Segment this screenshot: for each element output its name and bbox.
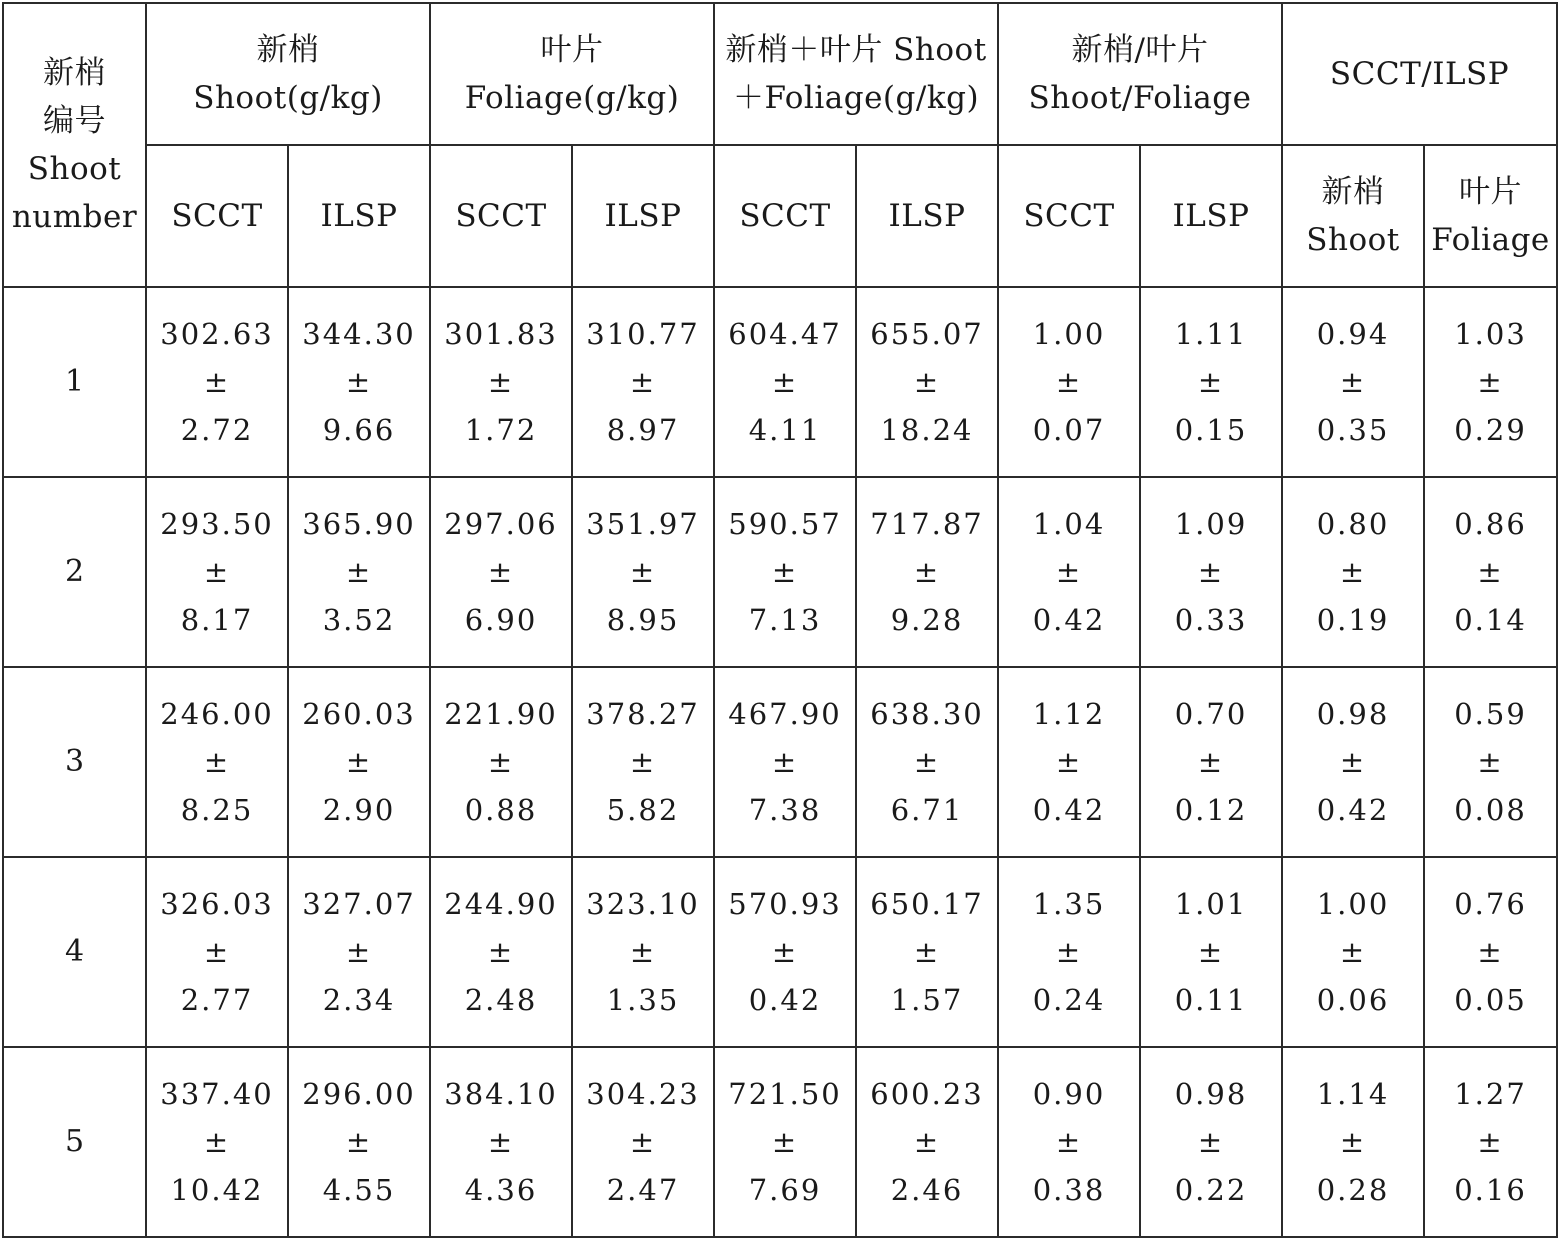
mean-value: 1.35 — [1032, 887, 1106, 921]
subcolumn-header-text: ILSP — [888, 198, 966, 234]
error-value: 8.95 — [606, 603, 680, 637]
value-cell — [430, 477, 572, 667]
error-value: 8.97 — [606, 413, 680, 447]
mean-value: 0.86 — [1454, 507, 1527, 541]
mean-value: 1.00 — [1316, 887, 1390, 921]
value-cell — [714, 667, 856, 857]
subcolumn-header — [714, 145, 856, 287]
mean-value: 384.10 — [444, 1077, 558, 1111]
plus-minus-sign: ± — [913, 745, 941, 779]
plus-minus-sign: ± — [1339, 1125, 1367, 1159]
plus-minus-sign: ± — [913, 555, 941, 589]
value-cell — [1282, 477, 1424, 667]
group-header-text: 新梢＋叶片 Shoot — [725, 32, 987, 68]
plus-minus-sign: ± — [487, 1125, 515, 1159]
plus-minus-sign: ± — [487, 935, 515, 969]
plus-minus-sign: ± — [345, 935, 373, 969]
plus-minus-sign: ± — [345, 1125, 373, 1159]
plus-minus-sign: ± — [629, 555, 657, 589]
plus-minus-sign: ± — [771, 365, 799, 399]
plus-minus-sign: ± — [629, 1125, 657, 1159]
plus-minus-sign: ± — [1197, 1125, 1225, 1159]
mean-value: 344.30 — [302, 317, 416, 351]
group-header-text: Shoot/Foliage — [1028, 80, 1252, 116]
value-cell — [572, 477, 714, 667]
subcolumn-header — [856, 145, 998, 287]
group-header-scct-ilsp — [1282, 3, 1557, 145]
mean-value: 570.93 — [728, 887, 842, 921]
error-value: 0.16 — [1454, 1173, 1527, 1207]
plus-minus-sign: ± — [771, 745, 799, 779]
subcolumn-header — [1282, 145, 1424, 287]
shoot-number-cell: 2 — [3, 477, 146, 667]
mean-value: 1.12 — [1032, 697, 1106, 731]
group-header-text: Shoot(g/kg) — [193, 80, 383, 116]
row-label-text: number — [11, 199, 138, 235]
mean-value: 337.40 — [160, 1077, 274, 1111]
plus-minus-sign: ± — [1197, 365, 1225, 399]
plus-minus-sign: ± — [203, 555, 231, 589]
row-label-text: 新梢 — [43, 55, 106, 91]
subcolumn-header-text: SCCT — [455, 198, 547, 234]
error-value: 0.22 — [1174, 1173, 1248, 1207]
mean-value: 221.90 — [444, 697, 558, 731]
value-cell — [572, 857, 714, 1047]
table-row — [3, 1047, 1557, 1237]
error-value: 9.28 — [890, 603, 964, 637]
shoot-number-cell: 1 — [3, 287, 146, 477]
mean-value: 0.98 — [1316, 697, 1390, 731]
error-value: 4.36 — [464, 1173, 538, 1207]
subcolumn-header — [1424, 145, 1557, 287]
value-cell — [288, 1047, 430, 1237]
value-cell — [1140, 477, 1282, 667]
header-row-subcolumns — [3, 145, 1557, 287]
value-cell — [146, 1047, 288, 1237]
group-header-text: 新梢/叶片 — [1071, 32, 1209, 68]
plus-minus-sign: ± — [629, 935, 657, 969]
value-cell — [1424, 287, 1557, 477]
subcolumn-header-text: ILSP — [604, 198, 682, 234]
row-label-header — [3, 3, 146, 287]
error-value: 0.28 — [1316, 1173, 1390, 1207]
subcolumn-header — [430, 145, 572, 287]
shoot-number-cell: 4 — [3, 857, 146, 1047]
plus-minus-sign: ± — [345, 555, 373, 589]
plus-minus-sign: ± — [487, 365, 515, 399]
error-value: 18.24 — [880, 413, 974, 447]
mean-value: 0.59 — [1454, 697, 1527, 731]
error-value: 2.72 — [180, 413, 254, 447]
subcolumn-header-text: Foliage — [1431, 222, 1550, 258]
error-value: 7.13 — [748, 603, 822, 637]
error-value: 1.57 — [890, 983, 964, 1017]
plus-minus-sign: ± — [771, 935, 799, 969]
mean-value: 1.14 — [1316, 1077, 1390, 1111]
row-label-text: 编号 — [43, 103, 106, 139]
plus-minus-sign: ± — [1055, 555, 1083, 589]
error-value: 0.11 — [1174, 983, 1248, 1017]
shoot-number-cell: 5 — [3, 1047, 146, 1237]
value-cell — [288, 477, 430, 667]
table-row — [3, 477, 1557, 667]
error-value: 0.12 — [1174, 793, 1248, 827]
plus-minus-sign: ± — [913, 365, 941, 399]
plus-minus-sign: ± — [1055, 935, 1083, 969]
error-value: 10.42 — [170, 1173, 264, 1207]
error-value: 0.29 — [1454, 413, 1527, 447]
subcolumn-header-text: SCCT — [171, 198, 263, 234]
mean-value: 246.00 — [160, 697, 274, 731]
subcolumn-header — [1140, 145, 1282, 287]
mean-value: 0.94 — [1316, 317, 1390, 351]
mean-value: 293.50 — [160, 507, 274, 541]
value-cell — [998, 287, 1140, 477]
group-header-text: SCCT/ILSP — [1329, 56, 1510, 92]
data-table — [2, 2, 1558, 1238]
mean-value: 260.03 — [302, 697, 416, 731]
plus-minus-sign: ± — [1055, 1125, 1083, 1159]
plus-minus-sign: ± — [629, 745, 657, 779]
plus-minus-sign: ± — [487, 745, 515, 779]
mean-value: 0.80 — [1316, 507, 1390, 541]
value-cell — [146, 477, 288, 667]
value-cell — [856, 1047, 998, 1237]
error-value: 0.35 — [1316, 413, 1390, 447]
subcolumn-header-text: SCCT — [739, 198, 831, 234]
plus-minus-sign: ± — [771, 555, 799, 589]
error-value: 1.35 — [606, 983, 680, 1017]
value-cell — [572, 1047, 714, 1237]
plus-minus-sign: ± — [1477, 935, 1504, 969]
plus-minus-sign: ± — [345, 745, 373, 779]
value-cell — [146, 287, 288, 477]
mean-value: 1.27 — [1454, 1077, 1527, 1111]
error-value: 2.34 — [322, 983, 396, 1017]
mean-value: 323.10 — [586, 887, 700, 921]
mean-value: 365.90 — [302, 507, 416, 541]
error-value: 6.71 — [890, 793, 964, 827]
error-value: 7.69 — [748, 1173, 822, 1207]
group-header-text: 叶片 — [540, 32, 604, 68]
mean-value: 244.90 — [444, 887, 558, 921]
value-cell — [856, 477, 998, 667]
group-header-shoot-plus-foliage — [714, 3, 998, 145]
plus-minus-sign: ± — [1477, 365, 1504, 399]
subcolumn-header-text: 新梢 — [1321, 174, 1385, 210]
error-value: 9.66 — [322, 413, 396, 447]
value-cell — [998, 667, 1140, 857]
error-value: 2.48 — [464, 983, 538, 1017]
value-cell — [430, 287, 572, 477]
mean-value: 717.87 — [870, 507, 984, 541]
plus-minus-sign: ± — [1055, 365, 1083, 399]
mean-value: 1.00 — [1032, 317, 1106, 351]
plus-minus-sign: ± — [1339, 365, 1367, 399]
error-value: 8.25 — [180, 793, 254, 827]
mean-value: 378.27 — [586, 697, 700, 731]
error-value: 0.06 — [1316, 983, 1390, 1017]
mean-value: 638.30 — [870, 697, 984, 731]
error-value: 0.42 — [1032, 603, 1106, 637]
mean-value: 326.03 — [160, 887, 274, 921]
value-cell — [856, 857, 998, 1047]
value-cell — [430, 857, 572, 1047]
value-cell — [1140, 287, 1282, 477]
subcolumn-header-text: SCCT — [1023, 198, 1115, 234]
value-cell — [1140, 1047, 1282, 1237]
value-cell — [714, 287, 856, 477]
value-cell — [1424, 1047, 1557, 1237]
value-cell — [1424, 857, 1557, 1047]
value-cell — [146, 667, 288, 857]
header-row-groups — [3, 3, 1557, 145]
mean-value: 650.17 — [870, 887, 984, 921]
subcolumn-header — [288, 145, 430, 287]
mean-value: 600.23 — [870, 1077, 984, 1111]
group-header-text: Foliage(g/kg) — [464, 80, 680, 116]
value-cell — [288, 287, 430, 477]
plus-minus-sign: ± — [1477, 555, 1504, 589]
mean-value: 1.03 — [1454, 317, 1527, 351]
value-cell — [1282, 857, 1424, 1047]
table-row — [3, 287, 1557, 477]
subcolumn-header — [998, 145, 1140, 287]
error-value: 5.82 — [606, 793, 680, 827]
error-value: 0.07 — [1032, 413, 1106, 447]
value-cell — [998, 1047, 1140, 1237]
error-value: 0.42 — [1032, 793, 1106, 827]
error-value: 2.47 — [606, 1173, 680, 1207]
plus-minus-sign: ± — [771, 1125, 799, 1159]
error-value: 2.46 — [890, 1173, 964, 1207]
mean-value: 304.23 — [586, 1077, 700, 1111]
row-label-text: Shoot — [27, 151, 122, 187]
value-cell — [998, 477, 1140, 667]
mean-value: 0.90 — [1032, 1077, 1106, 1111]
mean-value: 0.98 — [1174, 1077, 1248, 1111]
plus-minus-sign: ± — [203, 745, 231, 779]
plus-minus-sign: ± — [913, 935, 941, 969]
plus-minus-sign: ± — [913, 1125, 941, 1159]
error-value: 0.24 — [1032, 983, 1106, 1017]
value-cell — [1282, 667, 1424, 857]
mean-value: 467.90 — [728, 697, 842, 731]
value-cell — [1424, 667, 1557, 857]
error-value: 0.15 — [1174, 413, 1248, 447]
mean-value: 1.11 — [1174, 317, 1248, 351]
group-header-shoot — [146, 3, 430, 145]
plus-minus-sign: ± — [345, 365, 373, 399]
error-value: 0.19 — [1316, 603, 1390, 637]
error-value: 4.55 — [322, 1173, 396, 1207]
error-value: 0.08 — [1454, 793, 1527, 827]
plus-minus-sign: ± — [1339, 555, 1367, 589]
mean-value: 351.97 — [586, 507, 700, 541]
value-cell — [714, 857, 856, 1047]
plus-minus-sign: ± — [1197, 935, 1225, 969]
error-value: 0.42 — [748, 983, 822, 1017]
subcolumn-header — [572, 145, 714, 287]
mean-value: 1.04 — [1032, 507, 1106, 541]
table-body — [3, 287, 1557, 1237]
mean-value: 721.50 — [728, 1077, 842, 1111]
group-header-foliage — [430, 3, 714, 145]
value-cell — [430, 1047, 572, 1237]
mean-value: 301.83 — [444, 317, 558, 351]
shoot-number-cell: 3 — [3, 667, 146, 857]
error-value: 0.05 — [1454, 983, 1527, 1017]
error-value: 0.14 — [1454, 603, 1527, 637]
error-value: 6.90 — [464, 603, 538, 637]
plus-minus-sign: ± — [1197, 555, 1225, 589]
value-cell — [430, 667, 572, 857]
error-value: 0.42 — [1316, 793, 1390, 827]
plus-minus-sign: ± — [1477, 1125, 1504, 1159]
mean-value: 1.09 — [1174, 507, 1248, 541]
plus-minus-sign: ± — [1197, 745, 1225, 779]
error-value: 0.38 — [1032, 1173, 1106, 1207]
error-value: 7.38 — [748, 793, 822, 827]
plus-minus-sign: ± — [1339, 745, 1367, 779]
value-cell — [1282, 1047, 1424, 1237]
subcolumn-header — [146, 145, 288, 287]
plus-minus-sign: ± — [1477, 745, 1504, 779]
plus-minus-sign: ± — [1339, 935, 1367, 969]
mean-value: 302.63 — [160, 317, 274, 351]
error-value: 3.52 — [322, 603, 396, 637]
plus-minus-sign: ± — [203, 1125, 231, 1159]
plus-minus-sign: ± — [1055, 745, 1083, 779]
plus-minus-sign: ± — [487, 555, 515, 589]
value-cell — [1282, 287, 1424, 477]
mean-value: 0.76 — [1454, 887, 1527, 921]
value-cell — [288, 667, 430, 857]
value-cell — [1424, 477, 1557, 667]
mean-value: 590.57 — [728, 507, 842, 541]
error-value: 0.33 — [1174, 603, 1248, 637]
value-cell — [288, 857, 430, 1047]
mean-value: 0.70 — [1174, 697, 1248, 731]
error-value: 8.17 — [180, 603, 254, 637]
value-cell — [146, 857, 288, 1047]
error-value: 1.72 — [464, 413, 538, 447]
value-cell — [856, 667, 998, 857]
group-header-text: 新梢 — [256, 32, 320, 68]
subcolumn-header-text: ILSP — [1172, 198, 1250, 234]
error-value: 2.77 — [180, 983, 254, 1017]
table-row — [3, 667, 1557, 857]
error-value: 4.11 — [748, 413, 822, 447]
value-cell — [856, 287, 998, 477]
subcolumn-header-text: Shoot — [1306, 222, 1400, 258]
error-value: 0.88 — [464, 793, 538, 827]
mean-value: 604.47 — [728, 317, 842, 351]
value-cell — [714, 1047, 856, 1237]
mean-value: 310.77 — [586, 317, 700, 351]
plus-minus-sign: ± — [203, 365, 231, 399]
value-cell — [714, 477, 856, 667]
value-cell — [572, 287, 714, 477]
value-cell — [572, 667, 714, 857]
group-header-text: ＋Foliage(g/kg) — [732, 80, 980, 116]
error-value: 2.90 — [322, 793, 396, 827]
mean-value: 1.01 — [1174, 887, 1248, 921]
value-cell — [1140, 857, 1282, 1047]
mean-value: 297.06 — [444, 507, 558, 541]
value-cell — [1140, 667, 1282, 857]
mean-value: 655.07 — [870, 317, 984, 351]
group-header-shoot-foliage-ratio — [998, 3, 1282, 145]
mean-value: 296.00 — [302, 1077, 416, 1111]
subcolumn-header-text: ILSP — [320, 198, 398, 234]
mean-value: 327.07 — [302, 887, 416, 921]
plus-minus-sign: ± — [629, 365, 657, 399]
subcolumn-header-text: 叶片 — [1459, 174, 1523, 210]
value-cell — [998, 857, 1140, 1047]
plus-minus-sign: ± — [203, 935, 231, 969]
table-row — [3, 857, 1557, 1047]
